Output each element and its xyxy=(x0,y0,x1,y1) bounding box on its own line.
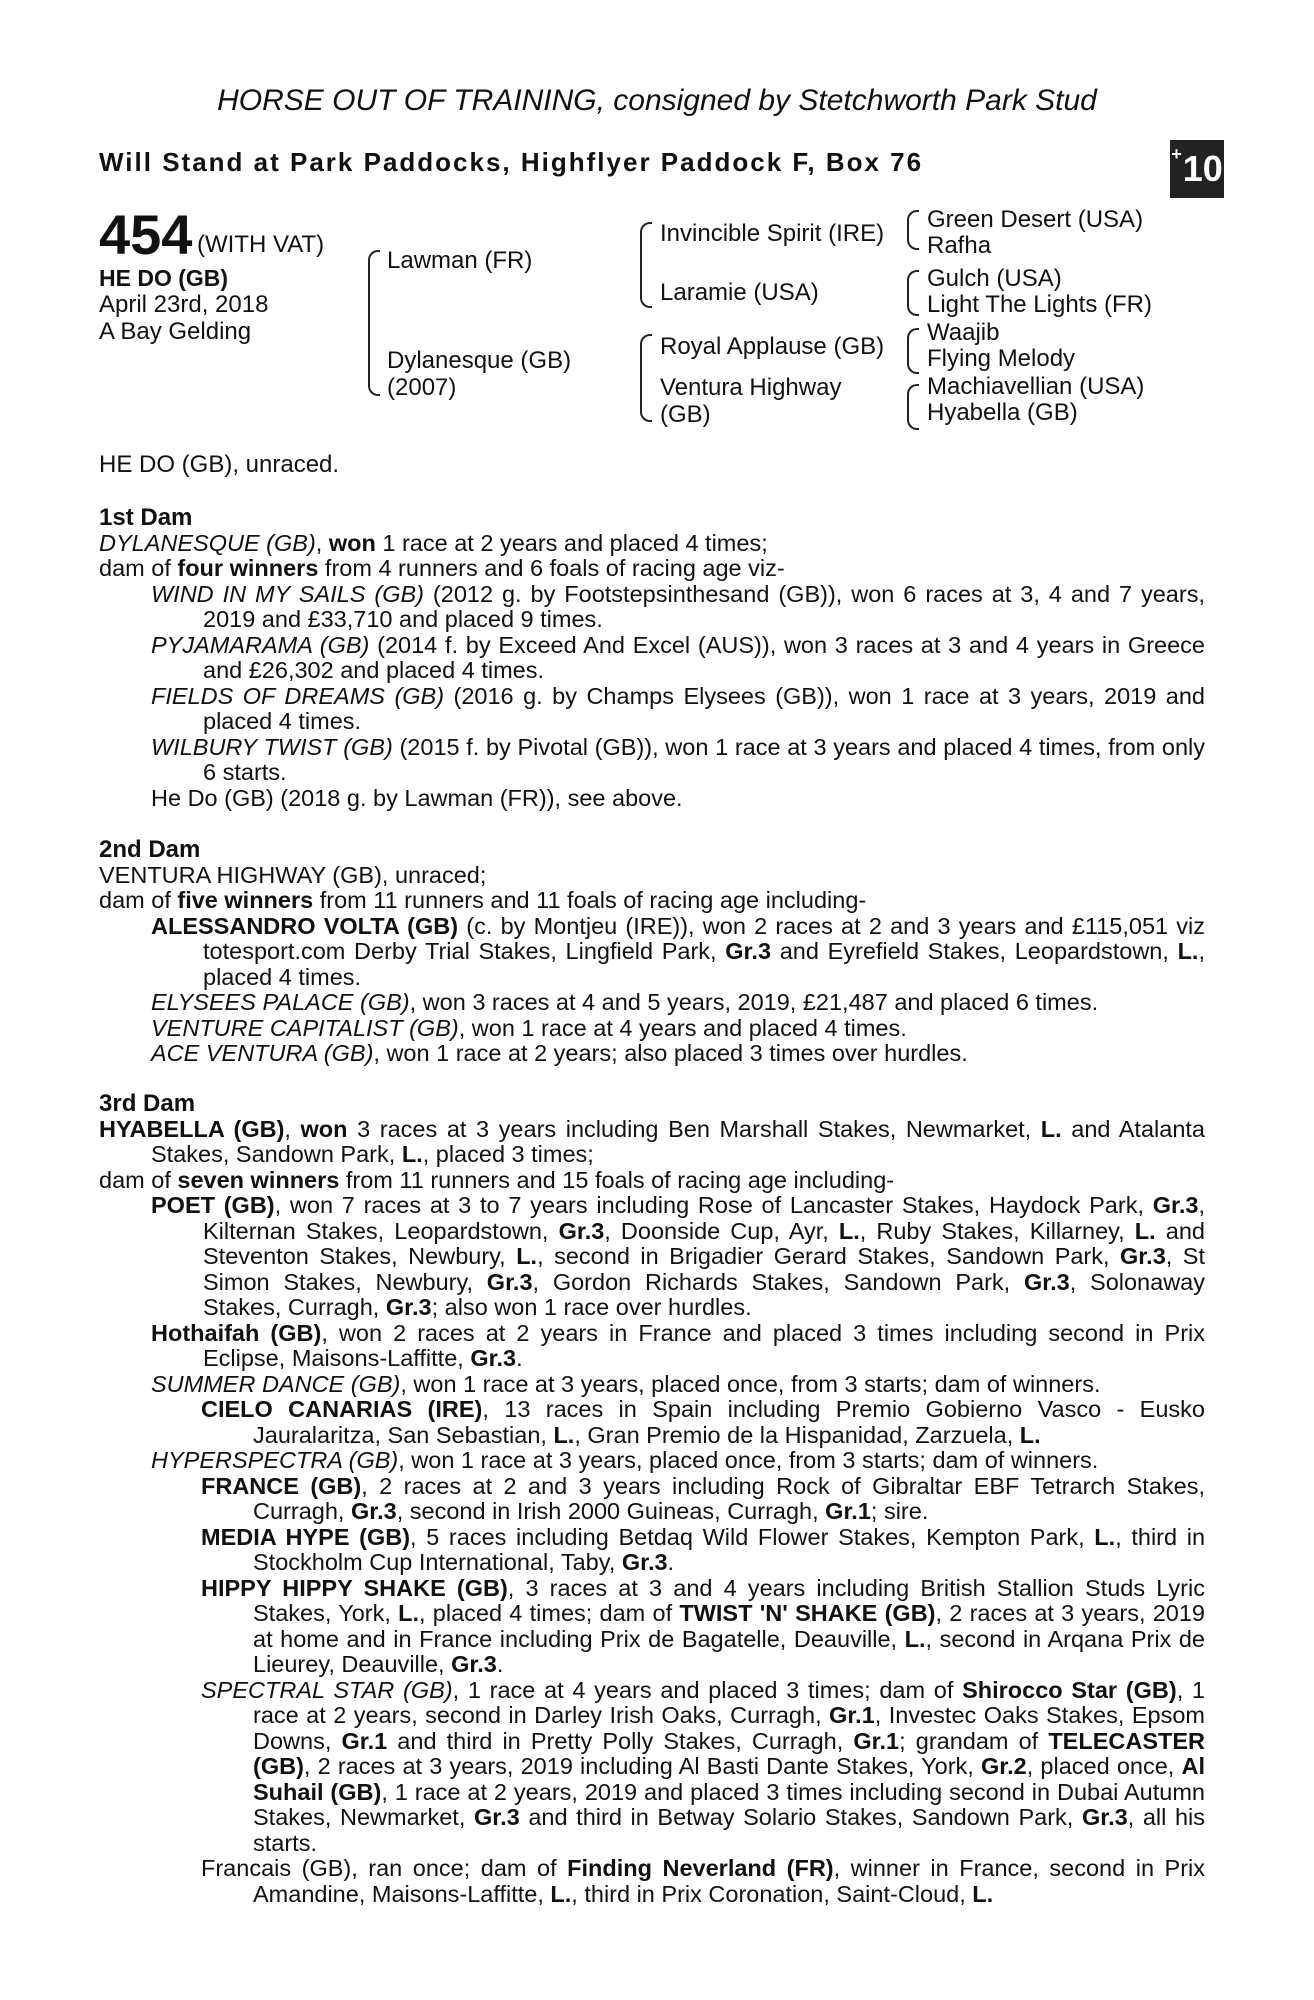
produce-entry: WIND IN MY SAILS (GB) (2012 g. by Footstepsinthesand (GB)), won 6 races at 3, 4 and 7 years, 2019 and £33,710 and placed 9 times. xyxy=(151,580,1205,632)
pedigree-dam-line1: Dylanesque (GB) xyxy=(387,347,572,374)
produce-entry: HIPPY HIPPY SHAKE (GB), 3 races at 3 and 4 years including British Stallion Studs Lyric Stakes, York, L., placed 4 times; dam of TWIST 'N' SHAKE (GB), 2 races at 3 years, 2019 at home and in France including Prix de Bagatelle, Deauville, L., second in Arqana Prix de Lieurey, Deauville, Gr.3. xyxy=(201,1574,1206,1677)
pedigree-brace-4 xyxy=(907,210,919,250)
pedigree-g1: Green Desert (USA) xyxy=(927,206,1144,233)
produce-entry: CIELO CANARIAS (IRE), 13 races in Spain including Premio Gobierno Vasco - Eusko Jauralaritza, San Sebastian, L., Gran Premio de la Hispanidad, Zarzuela, L. xyxy=(201,1396,1205,1448)
foaling-date: April 23rd, 2018 xyxy=(99,291,269,318)
pedigree-g7: Machiavellian (USA) xyxy=(927,373,1145,400)
produce-entry: He Do (GB) (2018 g. by Lawman (FR)), see above. xyxy=(151,784,683,811)
pedigree-brace-5 xyxy=(907,270,919,316)
page-title: HORSE OUT OF TRAINING, consigned by Stetchworth Park Stud xyxy=(217,84,1097,117)
produce-entry: VENTURE CAPITALIST (GB), won 1 race at 4 years and placed 4 times. xyxy=(151,1014,907,1041)
produce-entry: Francais (GB), ran once; dam of Finding Neverland (FR), winner in France, second in Prix Amandine, Maisons-Laffitte, L., third in Prix Coronation, Saint-Cloud, L. xyxy=(201,1855,1205,1907)
produce-entry: MEDIA HYPE (GB), 5 races including Betdaq Wild Flower Stakes, Kempton Park, L., third in Stockholm Cup International, Taby, Gr.3. xyxy=(201,1523,1206,1575)
pedigree-dam-dam-line1: Ventura Highway xyxy=(660,374,842,401)
produce-entry: FRANCE (GB), 2 races at 2 and 3 years including Rock of Gibraltar EBF Tetrarch Stakes, Curragh, Gr.3, second in Irish 2000 Guineas, Curragh, Gr.1; sire. xyxy=(201,1472,1206,1524)
produce-entry: POET (GB), won 7 races at 3 to 7 years including Rose of Lancaster Stakes, Haydock Park, Gr.3, Kilternan Stakes, Leopardstown, Gr.3, Doonside Cup, Ayr, L., Ruby Stakes, Killarney, L. and Steventon Stakes, Newbury, L., second in Brigadier Gerard Stakes, Sandown Park, Gr.3, St Simon Stakes, Newbury, Gr.3, Gordon Richards Stakes, Sandown Park, Gr.3, Solonaway Stakes, Curragh, Gr.3; also won 1 race over hurdles. xyxy=(151,1192,1205,1320)
second-dam-heading: 2nd Dam xyxy=(99,836,201,863)
horse-name: HE DO (GB) xyxy=(99,265,229,291)
produce-entry: PYJAMARAMA (GB) (2014 f. by Exceed And Excel (AUS)), won 3 races at 3 and 4 years in Greece and £26,302 and placed 4 times. xyxy=(151,631,1205,683)
pedigree-g3: Gulch (USA) xyxy=(927,265,1062,292)
page-badge xyxy=(1170,140,1224,198)
pedigree-dam-line2: (2007) xyxy=(387,374,457,401)
stabling-location: Will Stand at Park Paddocks, Highflyer Paddock F, Box 76 xyxy=(99,147,924,177)
pedigree-sire-dam: Laramie (USA) xyxy=(660,279,819,306)
horse-description: A Bay Gelding xyxy=(99,318,252,345)
third-dam-section xyxy=(99,1091,1205,1907)
third-dam-produce-summary: dam of seven winners from 11 runners and 15 foals of racing age including- xyxy=(99,1166,895,1193)
first-dam-heading: 1st Dam xyxy=(99,504,193,531)
pedigree-g5: Waajib xyxy=(927,319,1000,346)
lot-number: 454 xyxy=(99,203,193,266)
first-dam-record: DYLANESQUE (GB), won 1 race at 2 years and placed 4 times; xyxy=(99,529,768,556)
produce-entry: SPECTRAL STAR (GB), 1 race at 4 years and placed 3 times; dam of Shirocco Star (GB), 1 race at 2 years, second in Darley Irish Oaks, Curragh, Gr.1, Investec Oaks Stakes, Epsom Downs, Gr.1 and third in Pretty Polly Stakes, Curragh, Gr.1; grandam of TELECASTER (GB), 2 races at 3 years, 2019 including Al Basti Dante Stakes, York, Gr.2, placed once, Al Suhail (GB), 1 race at 2 years, 2019 and placed 3 times including second in Dubai Autumn Stakes, Newmarket, Gr.3 and third in Betway Solario Stakes, Sandown Park, Gr.3, all his starts. xyxy=(201,1676,1206,1856)
produce-entry: FIELDS OF DREAMS (GB) (2016 g. by Champs Elysees (GB)), won 1 race at 3 years, 2019 and placed 4 times. xyxy=(151,682,1205,734)
produce-entry: WILBURY TWIST (GB) (2015 f. by Pivotal (GB)), won 1 race at 3 years and placed 4 times, from only 6 starts. xyxy=(151,733,1205,785)
produce-entry: ELYSEES PALACE (GB), won 3 races at 4 and 5 years, 2019, £21,487 and placed 6 times. xyxy=(151,989,1099,1015)
second-dam-produce-summary: dam of five winners from 11 runners and 11 foals of racing age including- xyxy=(99,887,867,913)
badge-number: 10 xyxy=(1182,148,1223,189)
third-dam-heading: 3rd Dam xyxy=(99,1090,196,1117)
produce-entry: ACE VENTURA (GB), won 1 race at 2 years; also placed 3 times over hurdles. xyxy=(151,1040,968,1066)
produce-entry: ALESSANDRO VOLTA (GB) (c. by Montjeu (IRE)), won 2 races at 2 and 3 years and £115,051 viz totesport.com Derby Trial Stakes, Lingfield Park, Gr.3 and Eyrefield Stakes, Leopardstown, L., placed 4 times. xyxy=(151,912,1206,990)
first-dam-section xyxy=(99,505,1205,811)
pedigree-dam-dam-line2: (GB) xyxy=(660,401,711,428)
badge-mark: + xyxy=(1171,144,1182,164)
first-dam-produce-summary: dam of four winners from 4 runners and 6 foals of racing age viz- xyxy=(99,555,785,581)
pedigree-brace-2 xyxy=(640,222,652,308)
produce-entry: SUMMER DANCE (GB), won 1 race at 3 years, placed once, from 3 starts; dam of winners. xyxy=(151,1370,1101,1397)
second-dam-record: VENTURA HIGHWAY (GB), unraced; xyxy=(99,861,487,888)
pedigree-brace-3 xyxy=(640,334,652,422)
second-dam-section xyxy=(99,837,1205,1067)
third-dam-record: HYABELLA (GB), won 3 races at 3 years including Ben Marshall Stakes, Newmarket, L. and Atalanta Stakes, Sandown Park, L., placed 3 times; xyxy=(99,1115,1205,1167)
pedigree-brace-6 xyxy=(907,328,919,374)
pedigree-brace-7 xyxy=(907,384,919,430)
pedigree-g4: Light The Lights (FR) xyxy=(927,291,1152,318)
pedigree-dam-sire: Royal Applause (GB) xyxy=(660,333,885,360)
pedigree-sire-sire: Invincible Spirit (IRE) xyxy=(660,220,885,247)
pedigree-g8: Hyabella (GB) xyxy=(927,399,1078,426)
race-record-intro: HE DO (GB), unraced. xyxy=(99,451,340,478)
pedigree-g2: Rafha xyxy=(927,232,992,259)
pedigree-brace-1 xyxy=(368,250,380,396)
pedigree-sire: Lawman (FR) xyxy=(387,247,533,274)
pedigree-g6: Flying Melody xyxy=(927,345,1076,372)
produce-entry: Hothaifah (GB), won 2 races at 2 years in France and placed 3 times including second in Prix Eclipse, Maisons-Laffitte, Gr.3. xyxy=(151,1319,1205,1371)
lot-vat: (WITH VAT) xyxy=(197,231,325,258)
produce-entry: HYPERSPECTRA (GB), won 1 race at 3 years, placed once, from 3 starts; dam of winners. xyxy=(151,1447,1099,1473)
